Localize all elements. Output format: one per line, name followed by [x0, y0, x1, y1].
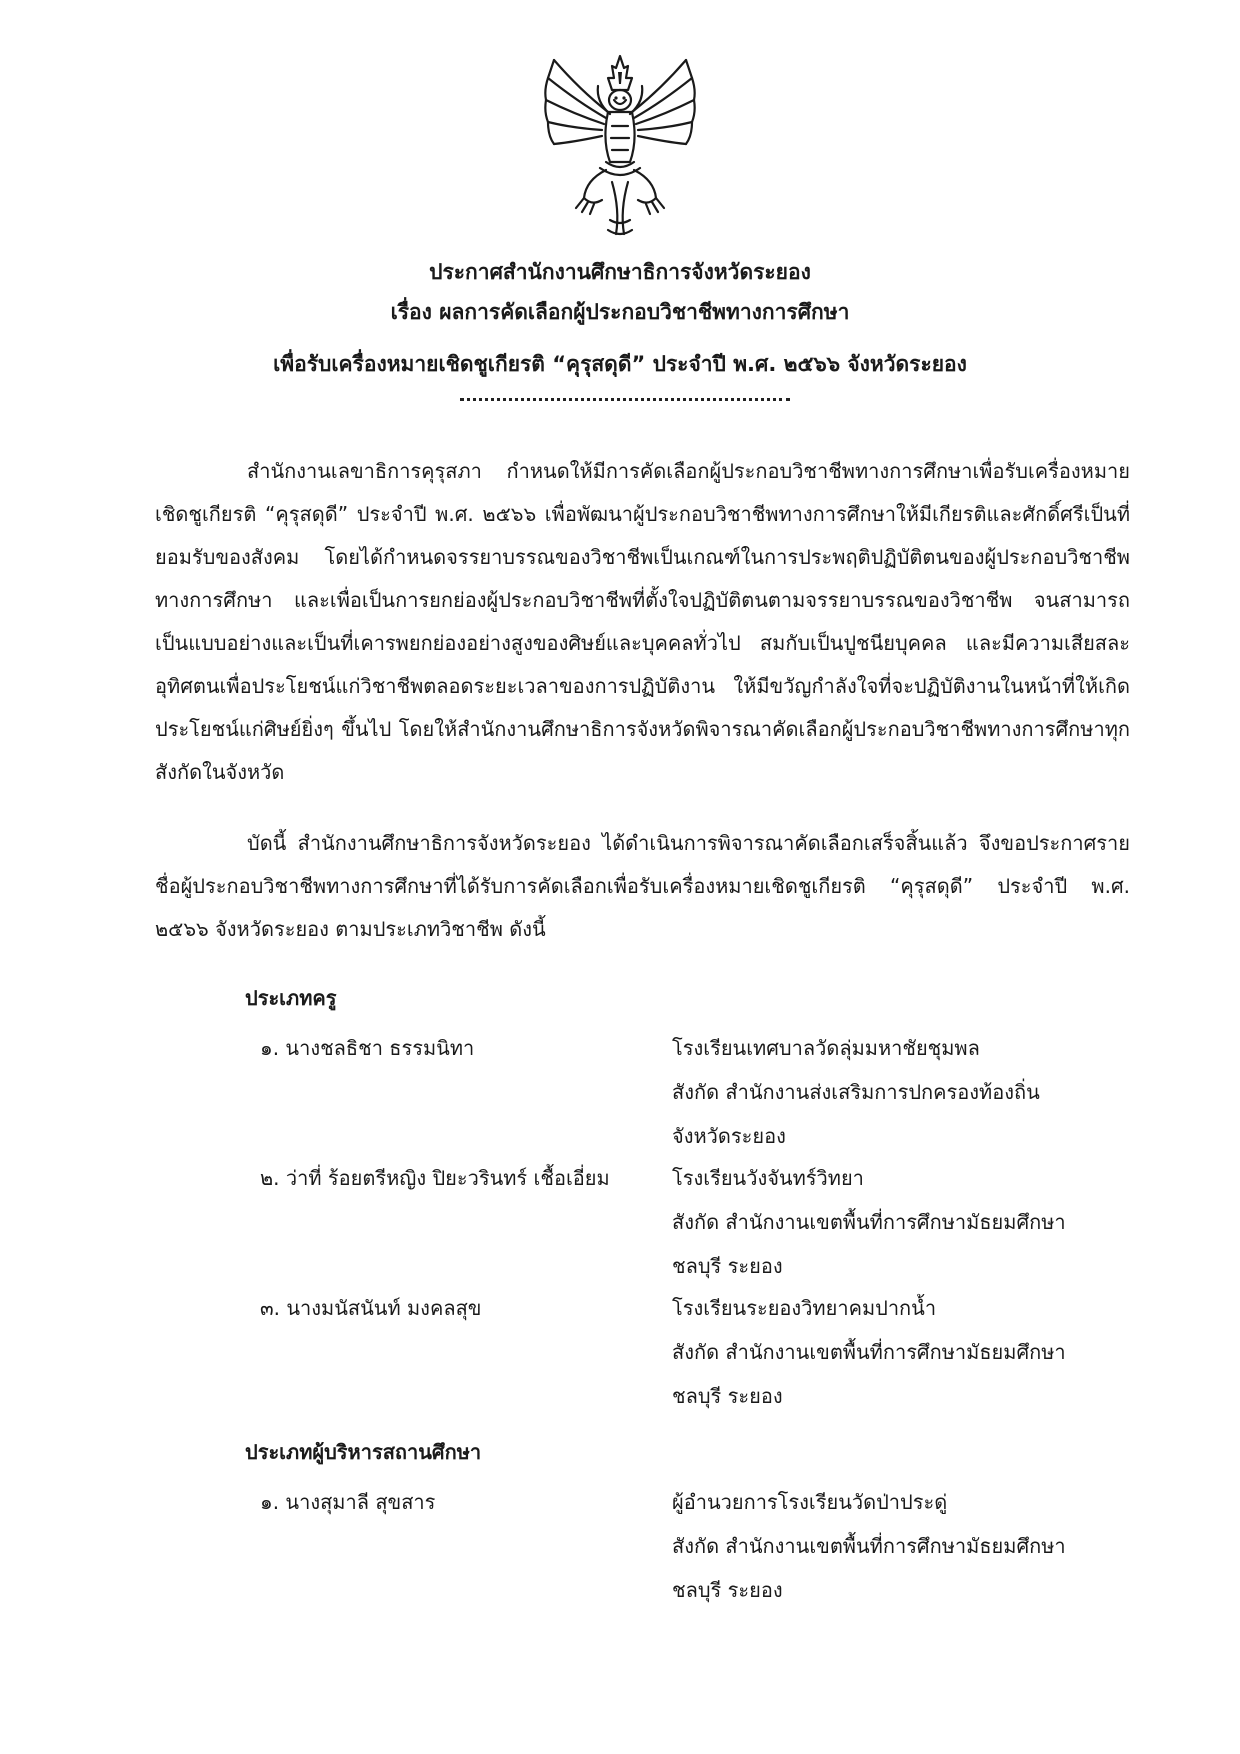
entry-line: ชลบุรี ระยอง	[672, 1578, 783, 1602]
entry-affiliation	[672, 1156, 1066, 1288]
entry-line: สังกัด สำนักงานเขตพื้นที่การศึกษามัธยมศึกษา	[672, 1534, 1066, 1558]
entry-line: สังกัด สำนักงานส่งเสริมการปกครองท้องถิ่น	[672, 1080, 1040, 1104]
entry-line: โรงเรียนเทศบาลวัดลุ่มมหาชัยชุมพล	[672, 1036, 980, 1060]
entry-name: ๑. นางสุมาลี สุขสาร	[260, 1490, 436, 1514]
dotted-divider	[460, 398, 790, 401]
entry-affiliation	[672, 1286, 1066, 1418]
announcement-subject-cont: เพื่อรับเครื่องหมายเชิดชูเกียรติ “คุรุสดุดี” ประจำปี พ.ศ. ๒๕๖๖ จังหวัดระยอง	[273, 352, 967, 376]
entry-line: ชลบุรี ระยอง	[672, 1254, 783, 1278]
section-title-administrators: ประเภทผู้บริหารสถานศึกษา	[245, 1440, 482, 1464]
entry-name: ๒. ว่าที่ ร้อยตรีหญิง ปิยะวรินทร์ เชื้อเอี่ยม	[260, 1166, 610, 1190]
garuda-emblem-icon	[540, 50, 700, 240]
entry-line: สังกัด สำนักงานเขตพื้นที่การศึกษามัธยมศึกษา	[672, 1210, 1066, 1234]
entry-affiliation	[672, 1026, 1040, 1158]
entry-line: ผู้อำนวยการโรงเรียนวัดป่าประดู่	[672, 1490, 948, 1514]
entry-name: ๓. นางมนัสนันท์ มงคลสุข	[260, 1296, 482, 1320]
announcement-subject: เรื่อง ผลการคัดเลือกผู้ประกอบวิชาชีพทางการศึกษา	[390, 300, 850, 324]
body-paragraph-1: สำนักงานเลขาธิการคุรุสภา กำหนดให้มีการคัดเลือกผู้ประกอบวิชาชีพทางการศึกษาเพื่อรับเครื่องหมายเชิดชูเกียรติ “คุรุสดุดี” ประจำปี พ.ศ. ๒๕๖๖ เพื่อพัฒนาผู้ประกอบวิชาชีพทางการศึกษาให้มีเกียรติและศักดิ์ศรีเป็นที่ยอมรับของสังคม โดยได้กำหนดจรรยาบรรณของวิชาชีพเป็นเกณฑ์ในการประพฤติปฏิบัติตนของผู้ประกอบวิชาชีพทางการศึกษา และเพื่อเป็นการยกย่องผู้ประกอบวิชาชีพที่ตั้งใจปฏิบัติตนตามจรรยาบรรณของวิชาชีพ จนสามารถเป็นแบบอย่างและเป็นที่เคารพยกย่องอย่างสูงของศิษย์และบุคคลทั่วไป สมกับเป็นปูชนียบุคคล และมีความเสียสละ อุทิศตนเพื่อประโยชน์แก่วิชาชีพตลอดระยะเวลาของการปฏิบัติงาน ให้มีขวัญกำลังใจที่จะปฏิบัติงานในหน้าที่ให้เกิดประโยชน์แก่ศิษย์ยิ่งๆ ขึ้นไป โดยให้สำนักงานศึกษาธิการจังหวัดพิจารณาคัดเลือกผู้ประกอบวิชาชีพทางการศึกษาทุกสังกัดในจังหวัด	[155, 459, 1130, 784]
entry-affiliation	[672, 1480, 1066, 1612]
announcement-title: ประกาศสำนักงานศึกษาธิการจังหวัดระยอง	[429, 260, 811, 284]
entry-line: สังกัด สำนักงานเขตพื้นที่การศึกษามัธยมศึกษา	[672, 1340, 1066, 1364]
section-title-teachers: ประเภทครู	[245, 986, 337, 1010]
entry-line: จังหวัดระยอง	[672, 1124, 786, 1148]
entry-line: ชลบุรี ระยอง	[672, 1384, 783, 1408]
entry-line: โรงเรียนระยองวิทยาคมปากน้ำ	[672, 1296, 937, 1320]
entry-line: โรงเรียนวังจันทร์วิทยา	[672, 1166, 864, 1190]
entry-name: ๑. นางชลธิชา ธรรมนิทา	[260, 1036, 475, 1060]
body-paragraph-2: บัดนี้ สำนักงานศึกษาธิการจังหวัดระยอง ได้ดำเนินการพิจารณาคัดเลือกเสร็จสิ้นแล้ว จึงขอประกาศรายชื่อผู้ประกอบวิชาชีพทางการศึกษาที่ได้รับการคัดเลือกเพื่อรับเครื่องหมายเชิดชูเกียรติ “คุรุสดุดี” ประจำปี พ.ศ. ๒๕๖๖ จังหวัดระยอง ตามประเภทวิชาชีพ ดังนี้	[155, 831, 1130, 941]
